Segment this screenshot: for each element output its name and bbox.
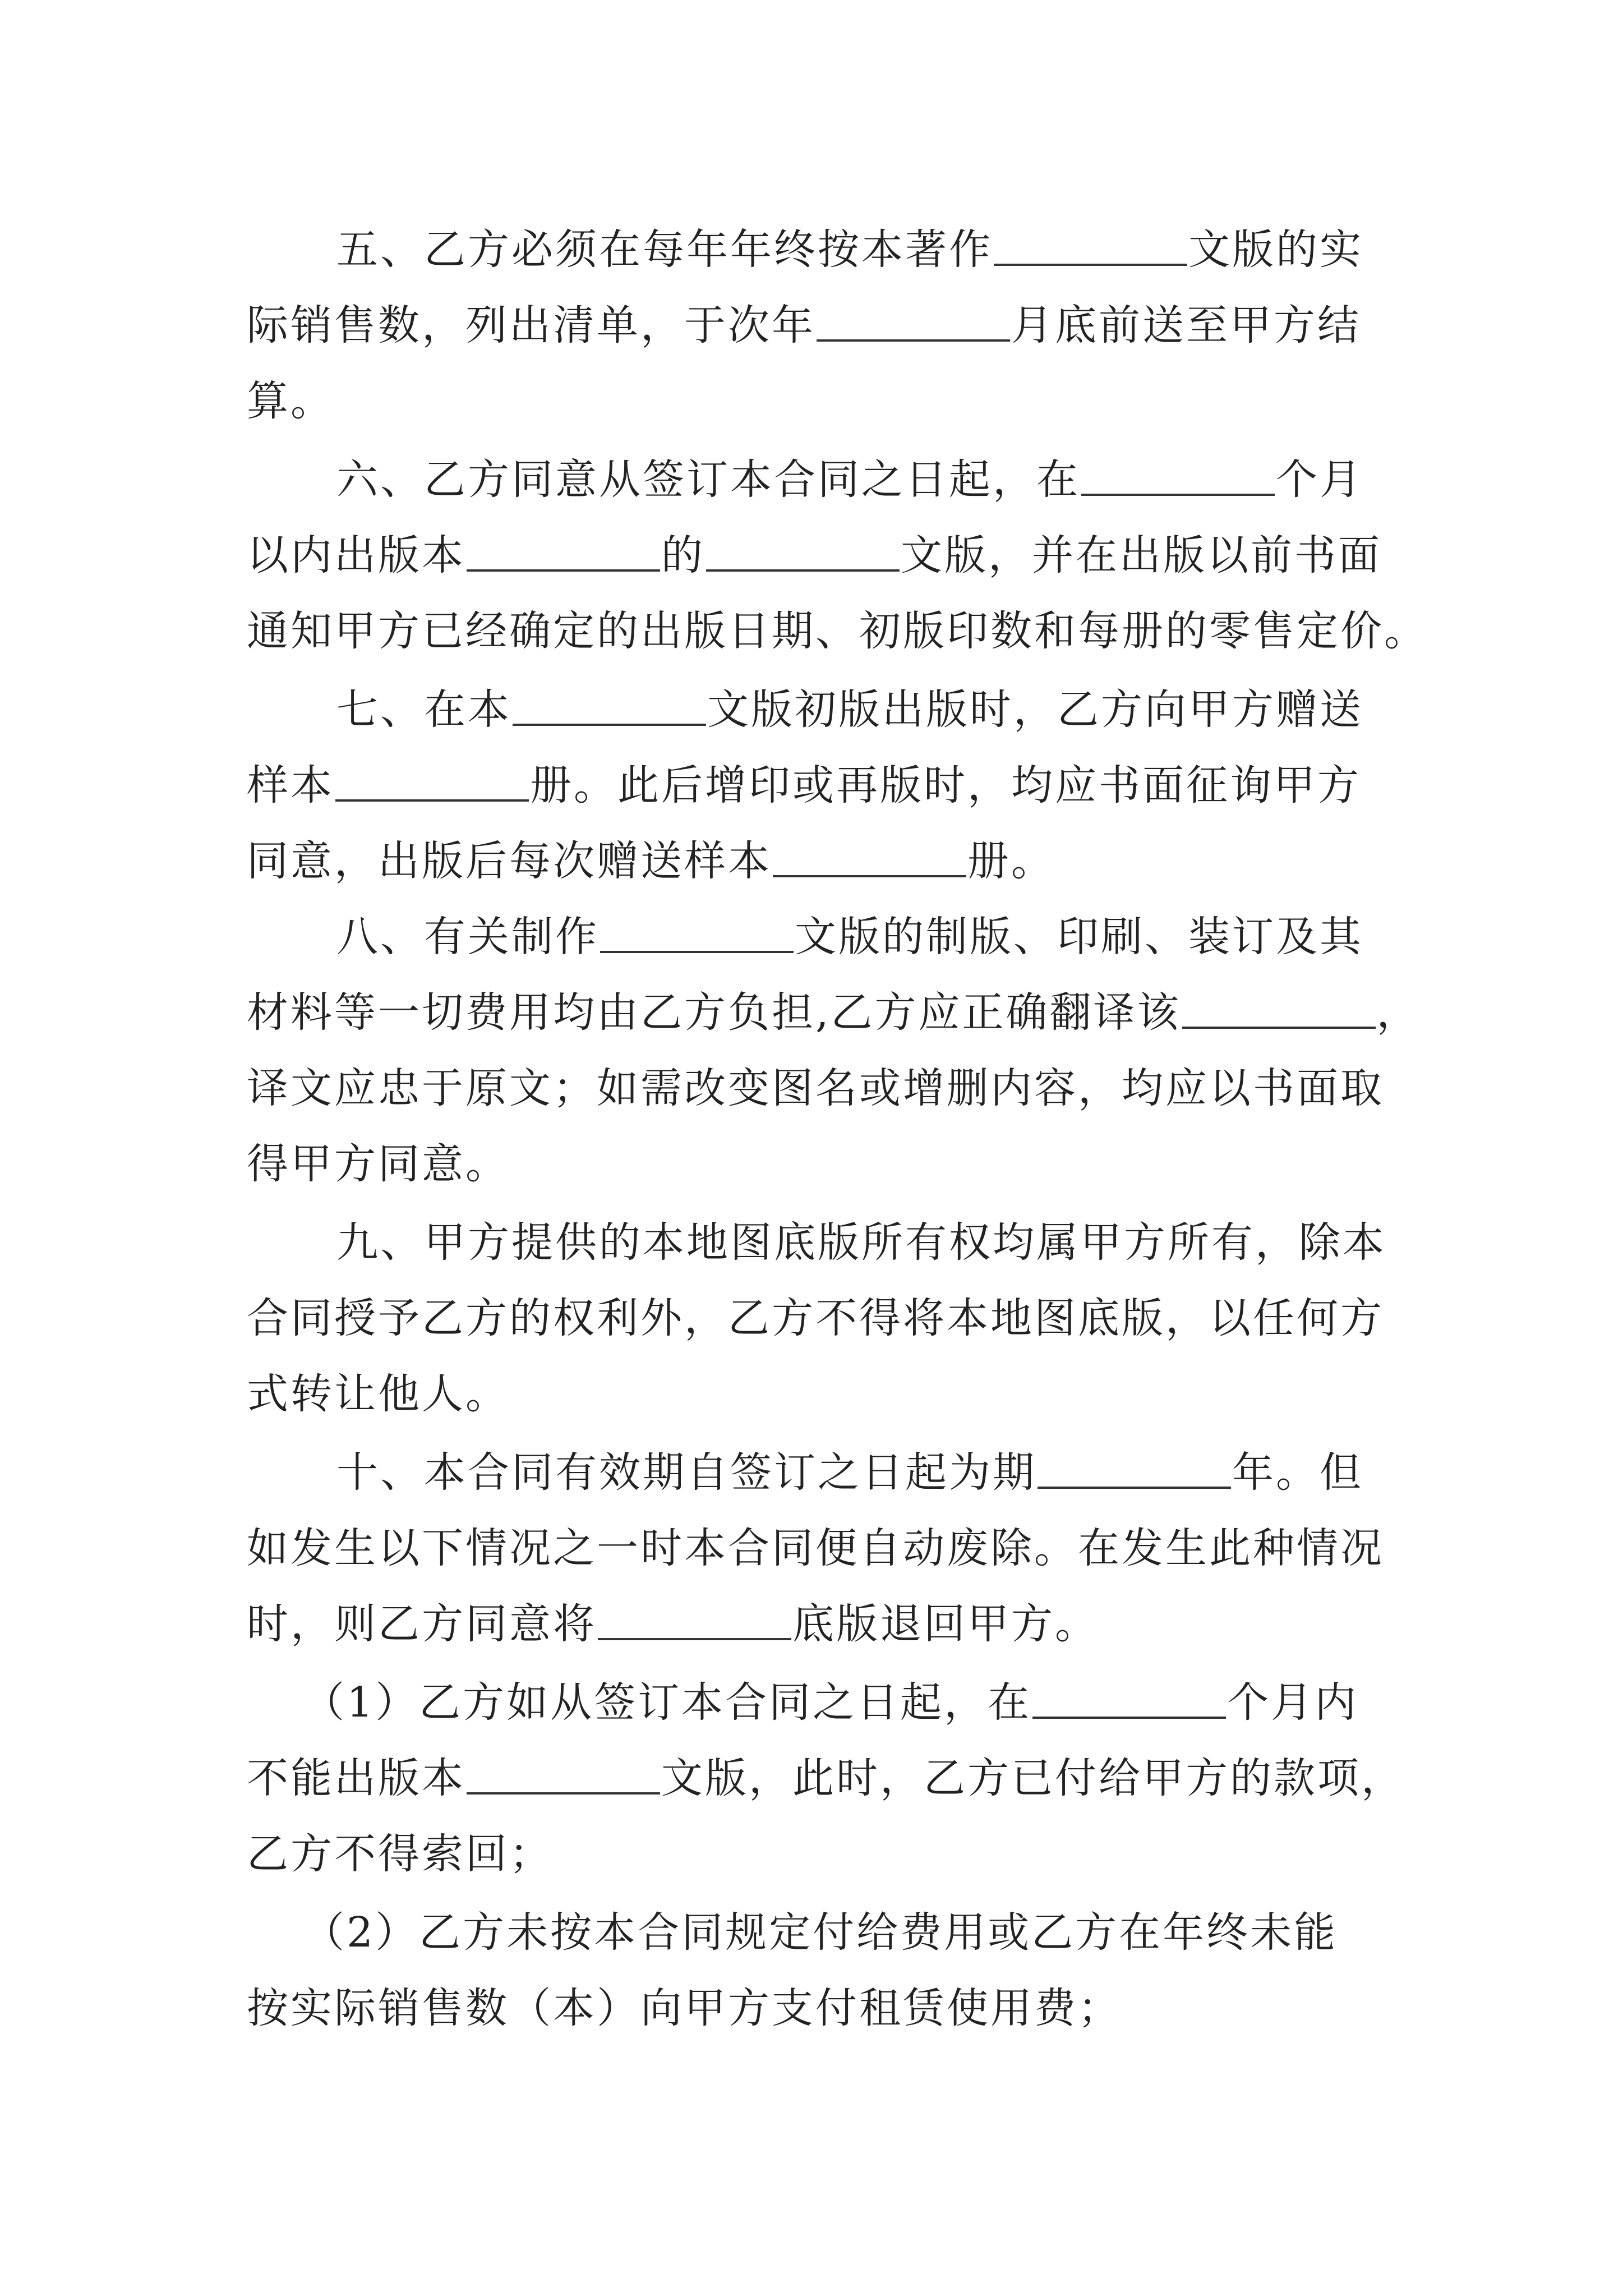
text-line [247, 1980, 1122, 2036]
line-text: 合同授予乙方的权利外，乙方不得将本地图底版，以任何方 [247, 1294, 1384, 1342]
text-line [247, 297, 1361, 353]
fill-in-blank[interactable] [773, 836, 966, 877]
line-text: 样本 [247, 761, 334, 809]
fill-in-blank[interactable] [600, 912, 794, 953]
fill-in-blank[interactable] [1182, 987, 1376, 1029]
line-text: 译文应忠于原文；如需改变图名或增删内容，均应以书面取 [247, 1064, 1384, 1112]
line-text: 六、乙方同意从签订本合同之日起，在 [336, 455, 1080, 504]
line-text: 文版的制版、印刷、装订及其 [795, 913, 1363, 961]
line-text: 按实际销售数（本）向甲方支付租赁使用费； [247, 1984, 1122, 2032]
text-line [247, 1596, 1099, 1652]
text-line [247, 1366, 509, 1422]
fill-in-blank[interactable] [513, 684, 706, 726]
line-text: 际销售数，列出清单，于次年 [247, 301, 815, 349]
line-text: 乙方不得索回； [247, 1830, 553, 1878]
text-line [336, 222, 1363, 278]
line-text: 同意，出版后每次赠送样本 [247, 837, 772, 885]
text-line [247, 984, 1421, 1041]
fill-in-blank[interactable] [598, 1599, 791, 1640]
text-line [247, 1290, 1384, 1346]
text-line [336, 909, 1363, 965]
line-text: 册。此后增印或再版时，均应书面征询甲方 [530, 761, 1361, 809]
text-line [303, 1904, 1338, 1961]
text-line [247, 603, 1428, 659]
fill-in-blank[interactable] [1038, 1447, 1231, 1489]
line-text: 文版，并在出版以前书面 [901, 531, 1382, 579]
line-text: 五、乙方必须在每年年终按本著作 [336, 226, 993, 274]
line-text: 册。 [967, 837, 1055, 885]
fill-in-blank[interactable] [1032, 1677, 1226, 1719]
line-text: 以内出版本 [247, 531, 465, 579]
line-text: 算。 [247, 377, 334, 425]
line-text: 文版初版出版时，乙方向甲方赠送 [707, 685, 1363, 734]
line-text: 底版退回甲方。 [792, 1600, 1099, 1648]
fill-in-blank[interactable] [994, 224, 1187, 266]
line-text: （1）乙方如从签订本合同之日起，在 [303, 1678, 1032, 1727]
text-line [247, 833, 1055, 889]
text-line [303, 1674, 1358, 1731]
text-line [247, 1750, 1405, 1806]
line-text: ， [1376, 988, 1421, 1037]
line-text: 九、甲方提供的本地图底版所有权均属甲方所有，除本 [336, 1218, 1386, 1267]
fill-in-blank[interactable] [706, 530, 900, 572]
line-text: 月底前送至甲方结 [1011, 301, 1361, 349]
line-text: 通知甲方已经确定的出版日期、初版印数和每册的零售定价。 [247, 607, 1428, 655]
text-line [247, 1060, 1384, 1116]
line-text: 如发生以下情况之一时本合同便自动废除。在发生此种情况 [247, 1524, 1384, 1572]
fill-in-blank[interactable] [817, 300, 1010, 342]
line-text: 文版，此时，乙方已付给甲方的款项， [661, 1754, 1405, 1802]
line-text: 个月内 [1227, 1678, 1359, 1727]
line-text: 年。但 [1232, 1448, 1363, 1497]
fill-in-blank[interactable] [335, 760, 529, 802]
text-line [336, 682, 1363, 738]
text-line [247, 1826, 553, 1882]
line-text: 八、有关制作 [336, 913, 599, 961]
line-text: 不能出版本 [247, 1754, 465, 1802]
fill-in-blank[interactable] [467, 530, 660, 572]
line-text: 式转让他人。 [247, 1370, 509, 1418]
line-text: 文版的实 [1188, 226, 1363, 274]
line-text: （2）乙方未按本合同规定付给费用或乙方在年终未能 [303, 1908, 1338, 1957]
line-text: 材料等一切费用均由乙方负担,乙方应正确翻译该 [247, 988, 1181, 1037]
fill-in-blank[interactable] [467, 1753, 660, 1795]
line-text: 个月 [1276, 455, 1363, 504]
text-line [336, 452, 1363, 508]
text-line [336, 1214, 1386, 1271]
text-line [247, 757, 1361, 813]
line-text: 十、本合同有效期自签订之日起为期 [336, 1448, 1036, 1497]
line-text: 的 [661, 531, 705, 579]
text-line [336, 1444, 1363, 1501]
fill-in-blank[interactable] [1081, 454, 1275, 496]
text-line [247, 1520, 1384, 1576]
line-text: 七、在本 [336, 685, 511, 734]
line-text: 时，则乙方同意将 [247, 1600, 597, 1648]
text-line [247, 527, 1382, 583]
line-text: 得甲方同意。 [247, 1140, 509, 1188]
text-line [247, 373, 334, 429]
text-line [247, 1136, 509, 1192]
